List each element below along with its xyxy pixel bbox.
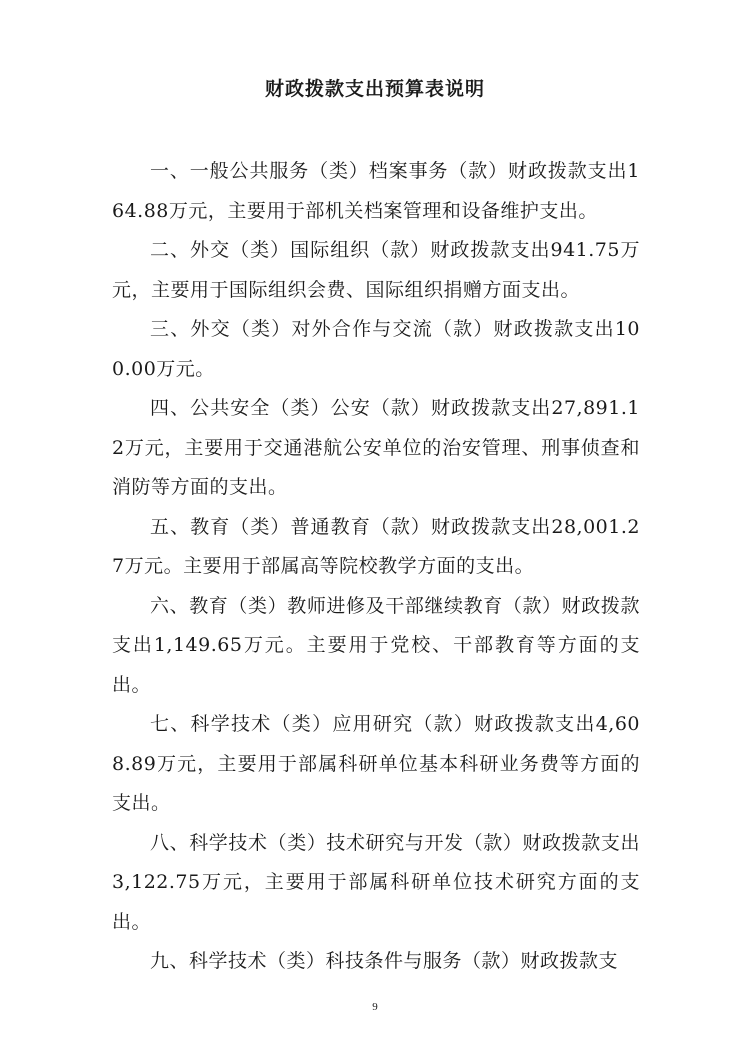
paragraph-9: 九、科学技术（类）科技条件与服务（款）财政拨款支 [150,950,619,972]
paragraph-8: 八、科学技术（类）技术研究与开发（款）财政拨款支出3,122.75万元，主要用于部属科研单位技术研究方面的支出。 [112,831,640,933]
paragraph-4: 四、公共安全（类）公安（款）财政拨款支出27,891.12万元，主要用于交通港航公安单位的治安管理、刑事侦查和消防等方面的支出。 [112,397,640,498]
paragraph-5: 五、教育（类）普通教育（款）财政拨款支出28,001.27万元。主要用于部属高等院校教学方面的支出。 [112,515,640,577]
paragraph-1: 一、一般公共服务（类）档案事务（款）财政拨款支出164.88万元，主要用于部机关档案管理和设备维护支出。 [112,160,640,222]
paragraph-3: 三、外交（类）对外合作与交流（款）财政拨款支出100.00万元。 [112,318,640,380]
paragraph-7: 七、科学技术（类）应用研究（款）财政拨款支出4,608.89万元，主要用于部属科研单位基本科研业务费等方面的支出。 [112,713,640,814]
document-title: 财政拨款支出预算表说明 [264,78,485,100]
paragraph-6: 六、教育（类）教师进修及干部继续教育（款）财政拨款支出1,149.65万元。主要用于党校、干部教育等方面的支出。 [112,594,640,696]
document-body [112,152,640,982]
paragraph-2: 二、外交（类）国际组织（款）财政拨款支出941.75万元，主要用于国际组织会费、国际组织捐赠方面支出。 [112,239,640,301]
page-number: 9 [372,1001,378,1013]
